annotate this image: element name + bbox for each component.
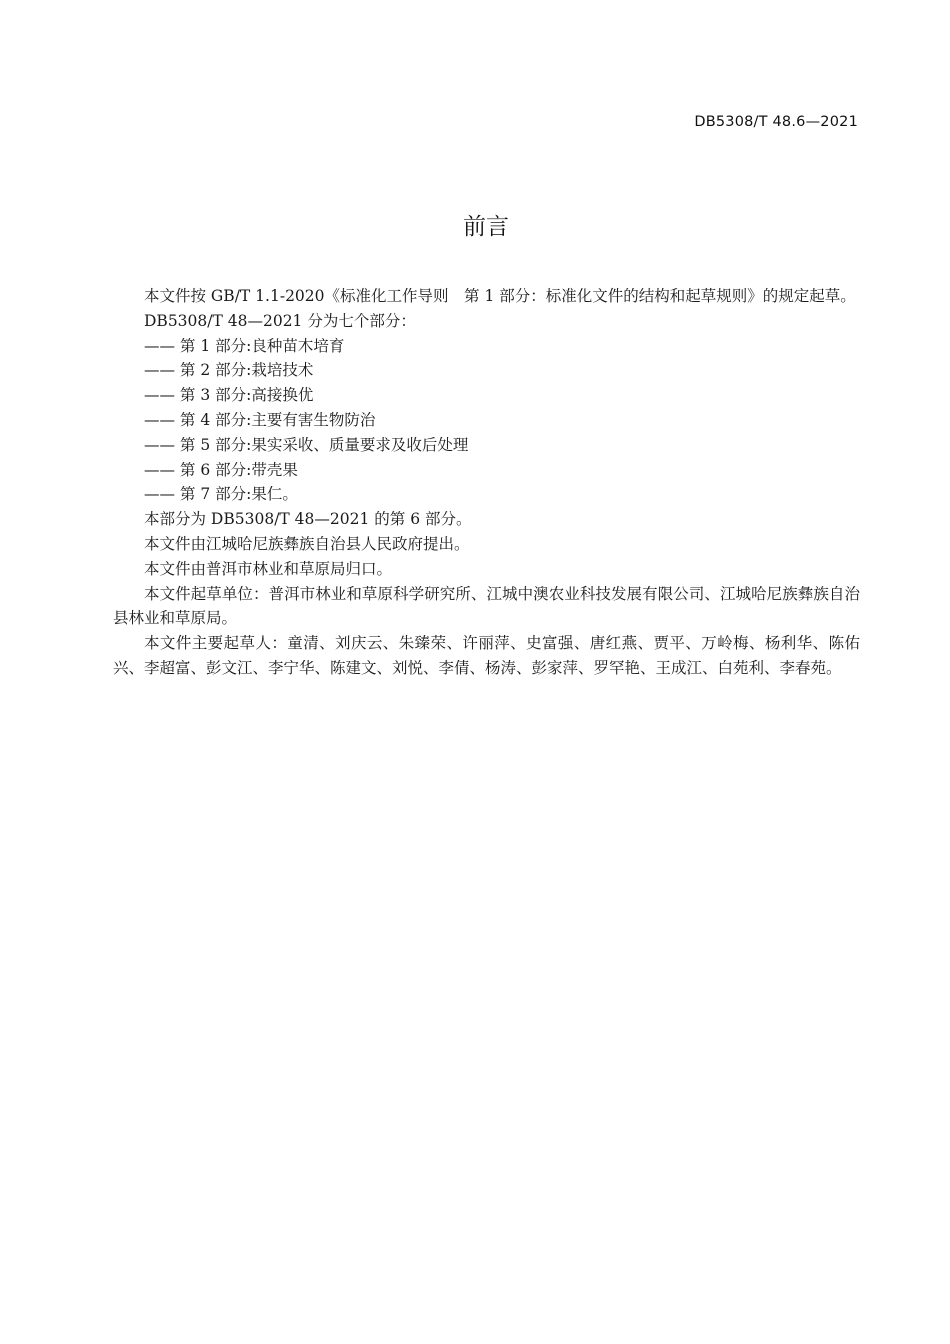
list-item: —— 第 6 部分:带壳果 bbox=[144, 460, 298, 479]
list-item: —— 第 4 部分:主要有害生物防治 bbox=[144, 410, 376, 429]
foreword-body bbox=[113, 284, 860, 681]
list-item: —— 第 1 部分:良种苗木培育 bbox=[144, 336, 345, 355]
paragraph-administrator: 本文件由普洱市林业和草原局归口。 bbox=[144, 559, 393, 578]
list-item: —— 第 3 部分:高接换优 bbox=[144, 386, 314, 405]
page-title: 前言 bbox=[463, 214, 509, 240]
list-item: —— 第 7 部分:果仁。 bbox=[144, 485, 298, 504]
paragraph-part-statement: 本部分为 DB5308/T 48—2021 的第 6 部分。 bbox=[144, 510, 472, 529]
paragraph-drafting-units: 本文件起草单位：普洱市林业和草原科学研究所、江城中澳农业科技发展有限公司、江城哈尼族彝族自治县林业和草原局。 bbox=[113, 584, 860, 628]
document-code: DB5308/T 48.6—2021 bbox=[694, 114, 858, 130]
list-item: —— 第 2 部分:栽培技术 bbox=[144, 361, 314, 380]
paragraph-proposer: 本文件由江城哈尼族彝族自治县人民政府提出。 bbox=[144, 534, 470, 553]
paragraph-drafting-basis: 本文件按 GB/T 1.1-2020《标准化工作导则 第 1 部分：标准化文件的结构和起草规则》的规定起草。 bbox=[144, 287, 856, 305]
paragraph-parts-intro: DB5308/T 48—2021 分为七个部分： bbox=[144, 311, 416, 330]
paragraph-drafters: 本文件主要起草人：童清、刘庆云、朱臻荣、许丽萍、史富强、唐红燕、贾平、万岭梅、杨利华、陈佑兴、李超富、彭文江、李宁华、陈建文、刘悦、李倩、杨涛、彭家萍、罗罕艳、王成江、白苑利、李春苑。 bbox=[113, 634, 860, 677]
list-item: —— 第 5 部分:果实采收、质量要求及收后处理 bbox=[144, 435, 469, 454]
